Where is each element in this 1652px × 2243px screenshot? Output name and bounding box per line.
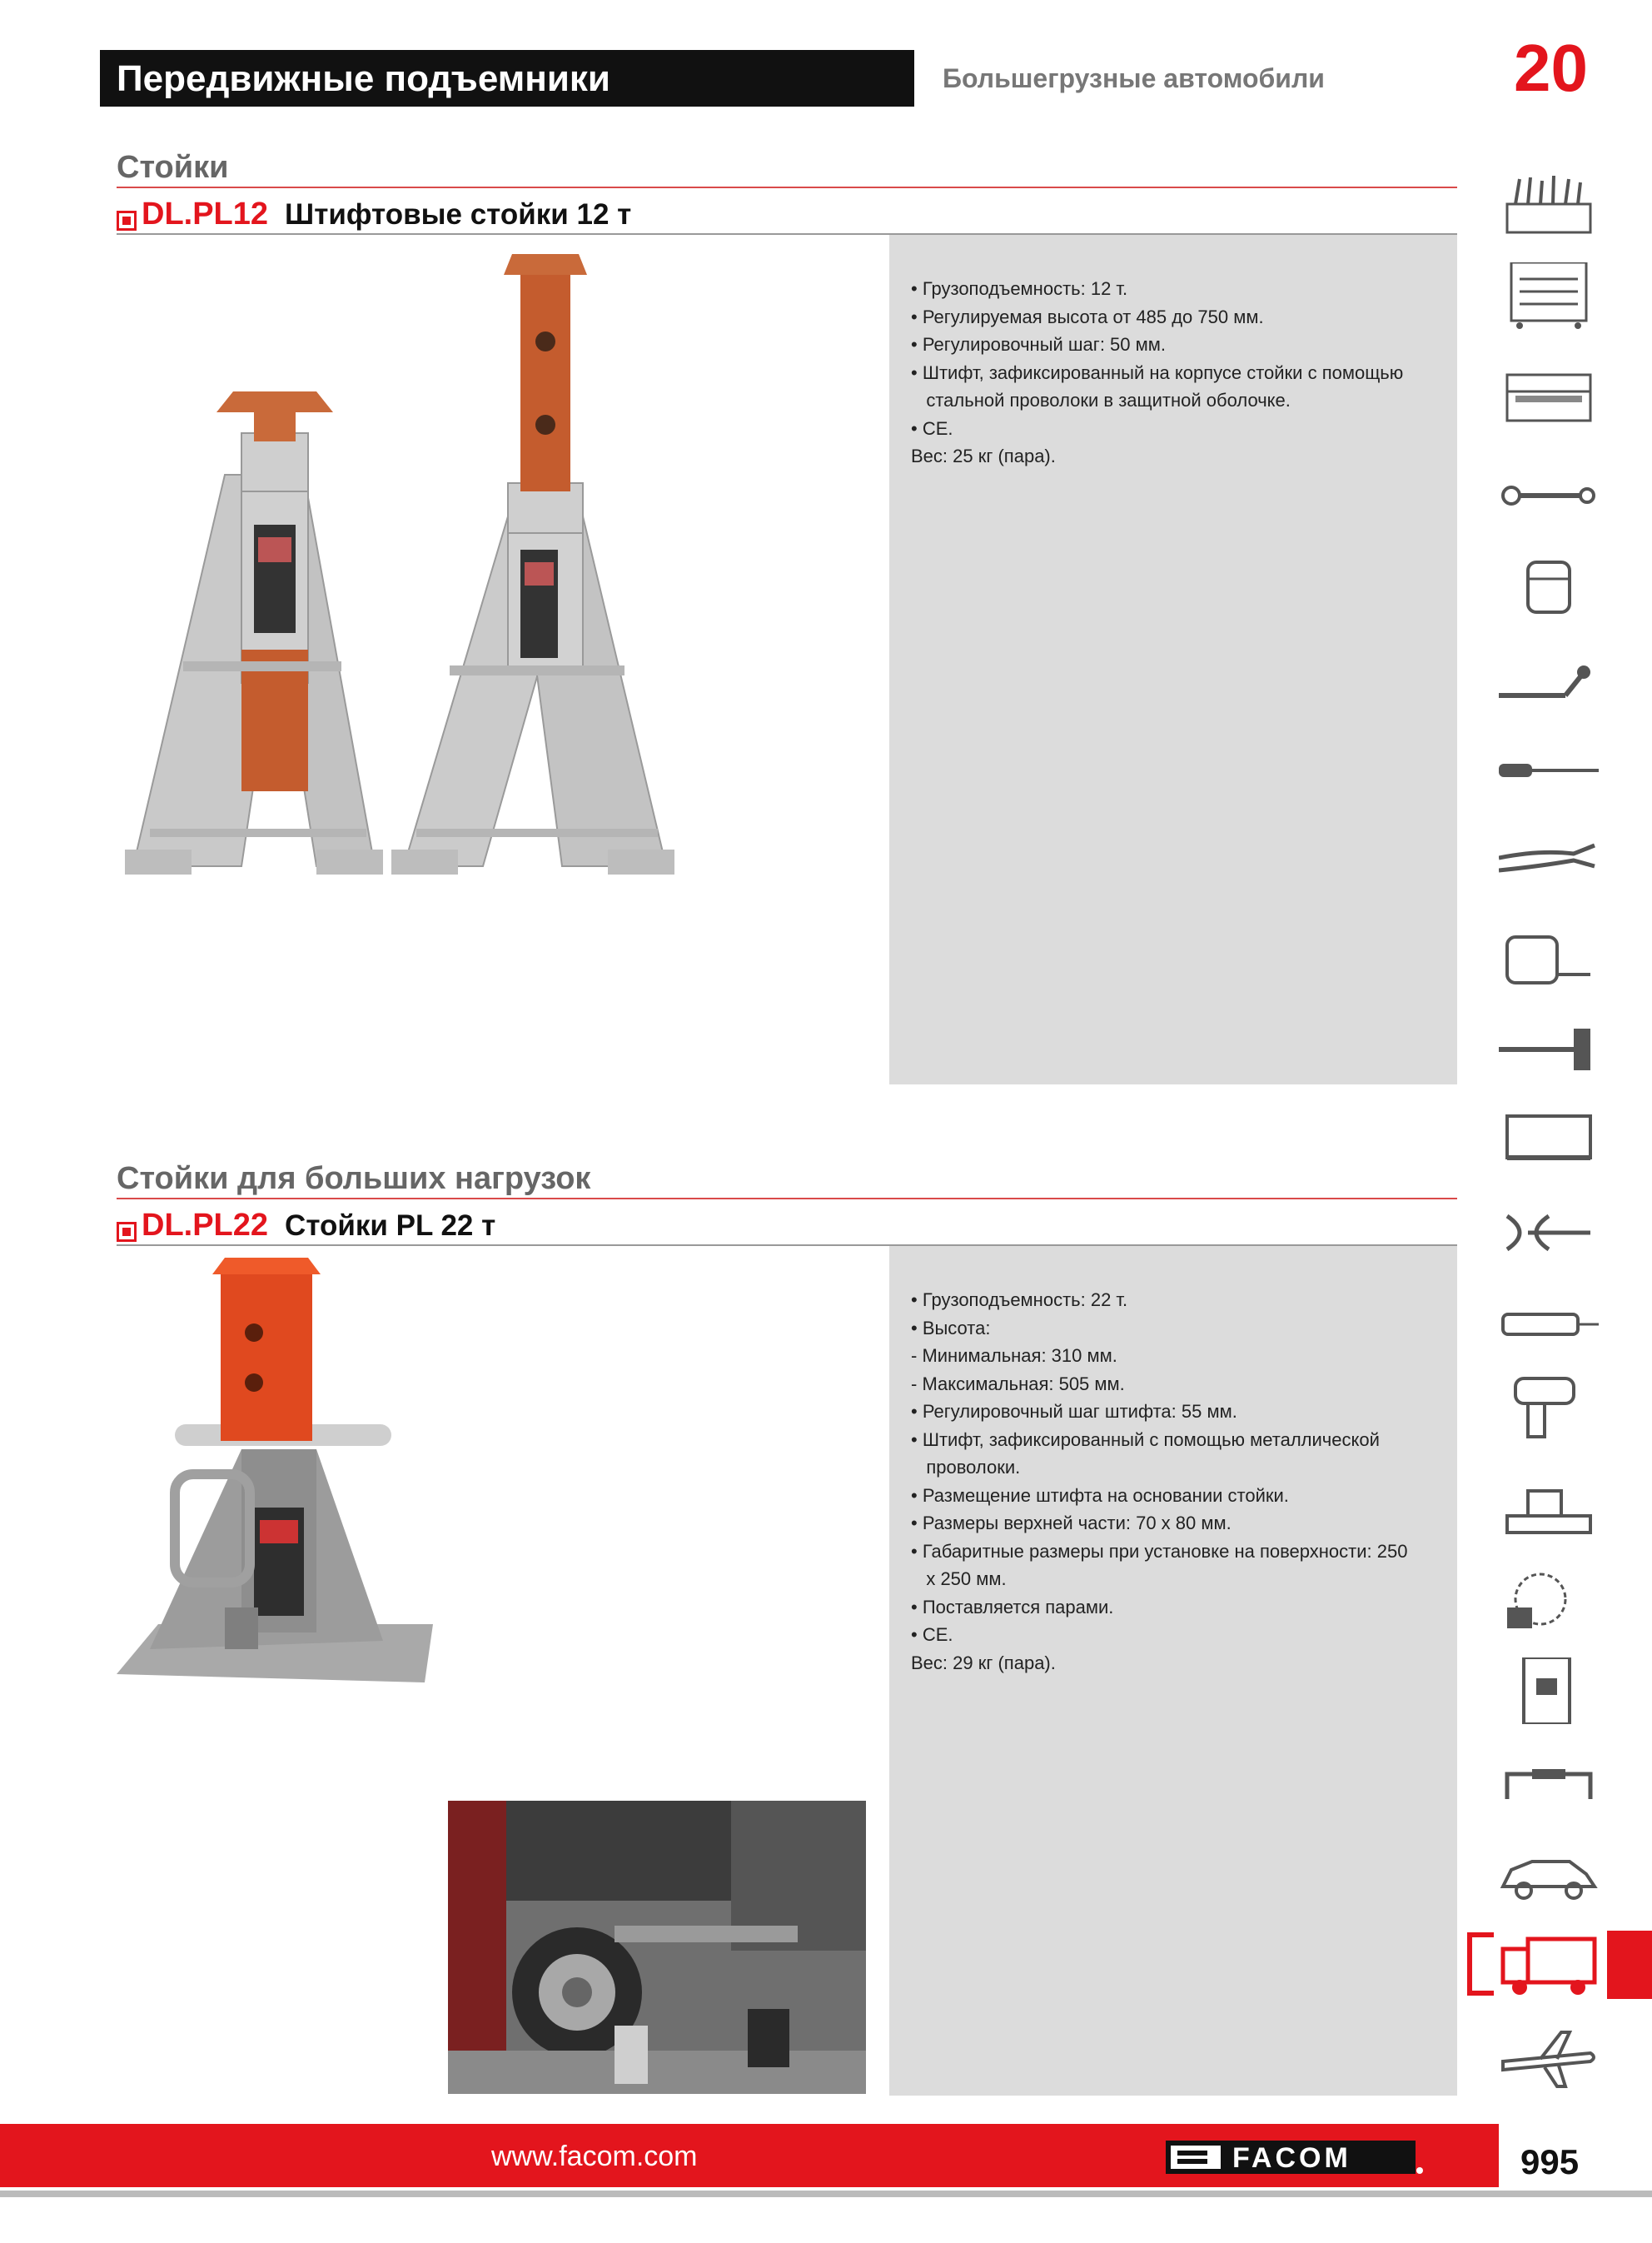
- product-marker-icon: [117, 211, 137, 231]
- product-line-dlpl12: [117, 197, 631, 232]
- roller-cabinet-icon[interactable]: [1499, 262, 1599, 329]
- spec-panel-dlpl12: [889, 235, 1457, 1084]
- car-icon[interactable]: [1499, 1841, 1599, 1907]
- spec-item: Вес: 25 кг (пара).: [911, 446, 1056, 466]
- spec-item: • Размеры верхней части: 70 х 80 мм.: [911, 1513, 1232, 1533]
- wrench-icon[interactable]: [1499, 462, 1599, 529]
- section-number: 20: [1514, 31, 1588, 105]
- socket-icon[interactable]: [1499, 554, 1599, 621]
- section-rule: [117, 1198, 1457, 1199]
- circuit-breaker-icon[interactable]: [1499, 1657, 1599, 1724]
- spec-item: • Габаритные размеры при установке на поверхности: 250: [911, 1540, 1408, 1562]
- spec-item: • Грузоподъемность: 22 т.: [911, 1289, 1128, 1310]
- spec-panel-dlpl22: [889, 1246, 1457, 2096]
- jack-stand-tall: [391, 254, 674, 875]
- spec-item: • Регулируемая высота от 485 до 750 мм.: [911, 306, 1264, 327]
- active-nav-bracket: [1467, 1932, 1494, 1996]
- tester-icon[interactable]: [1499, 1291, 1599, 1358]
- section-title-stands: Стойки: [117, 150, 229, 185]
- section-title-heavy-stands: Стойки для больших нагрузок: [117, 1161, 591, 1196]
- spec-item: • Регулировочный шаг: 50 мм.: [911, 334, 1166, 355]
- spec-list-dlpl22: [911, 1286, 1407, 1677]
- spec-item: х 250 мм.: [911, 1568, 1007, 1589]
- screwdriver-icon[interactable]: [1499, 737, 1599, 804]
- puller-icon[interactable]: [1499, 1199, 1599, 1266]
- stand-22t-image: [117, 1258, 433, 1707]
- spec-item: • Высота:: [911, 1317, 991, 1338]
- product-code: DL.PL22: [142, 1208, 269, 1243]
- active-nav-tab: [1607, 1931, 1652, 1999]
- truck-icon[interactable]: [1499, 1932, 1599, 1999]
- product-line-dlpl22: [117, 1208, 495, 1244]
- section-rule: [117, 187, 1457, 188]
- vise-icon[interactable]: [1499, 1474, 1599, 1541]
- spec-item: • Штифт, зафиксированный с помощью металлической: [911, 1428, 1380, 1450]
- facom-logo: [1166, 2137, 1424, 2176]
- pliers-icon[interactable]: [1499, 829, 1599, 895]
- svg-text:FACOM: FACOM: [1232, 2142, 1351, 2174]
- spec-item: • Размещение штифта на основании стойки.: [911, 1484, 1289, 1506]
- handle-icon[interactable]: [1499, 1749, 1599, 1816]
- stands-12t-image: [117, 250, 683, 883]
- page-number: 995: [1520, 2142, 1580, 2181]
- spec-item: - Минимальная: 310 мм.: [911, 1345, 1117, 1366]
- product-name: Стойки PL 22 т: [285, 1209, 496, 1242]
- truck-application-photo: [448, 1801, 866, 2094]
- spec-item: стальной проволоки в защитной оболочке.: [911, 390, 1291, 411]
- airplane-icon[interactable]: [1499, 2024, 1599, 2091]
- hammer-icon[interactable]: [1499, 1016, 1599, 1083]
- tape-measure-icon[interactable]: [1499, 925, 1599, 991]
- safety-icon[interactable]: [1499, 1566, 1599, 1632]
- spec-item: проволоки.: [911, 1457, 1021, 1478]
- hacksaw-icon[interactable]: [1499, 1108, 1599, 1174]
- spec-item: • Штифт, зафиксированный на корпусе стойки с помощью: [911, 361, 1404, 383]
- spec-item: Вес: 29 кг (пара).: [911, 1652, 1056, 1673]
- spec-item: - Максимальная: 505 мм.: [911, 1373, 1125, 1394]
- website-link[interactable]: www.facom.com: [491, 2141, 698, 2172]
- spec-item: • Поставляется парами.: [911, 1596, 1114, 1617]
- tool-case-icon[interactable]: [1499, 362, 1599, 429]
- product-name: Штифтовые стойки 12 т: [285, 198, 632, 231]
- section-label: Большегрузные автомобили: [943, 63, 1325, 93]
- product-marker-icon: [117, 1222, 137, 1242]
- tool-box-icon[interactable]: [1499, 171, 1599, 237]
- jack-stand-short: [125, 391, 383, 875]
- spec-item: • Регулировочный шаг штифта: 55 мм.: [911, 1401, 1237, 1422]
- title-bar: [100, 50, 914, 107]
- spec-item: • CE.: [911, 1624, 953, 1645]
- impact-wrench-icon[interactable]: [1499, 1374, 1599, 1441]
- page-title: Передвижные подъемники: [117, 58, 610, 99]
- spec-list-dlpl12: [911, 275, 1403, 471]
- spec-item: • Грузоподъемность: 12 т.: [911, 278, 1128, 299]
- spec-item: • CE.: [911, 417, 953, 439]
- product-code: DL.PL12: [142, 197, 269, 232]
- footer-bottom-rule: [0, 2191, 1652, 2197]
- ratchet-icon[interactable]: [1499, 654, 1599, 720]
